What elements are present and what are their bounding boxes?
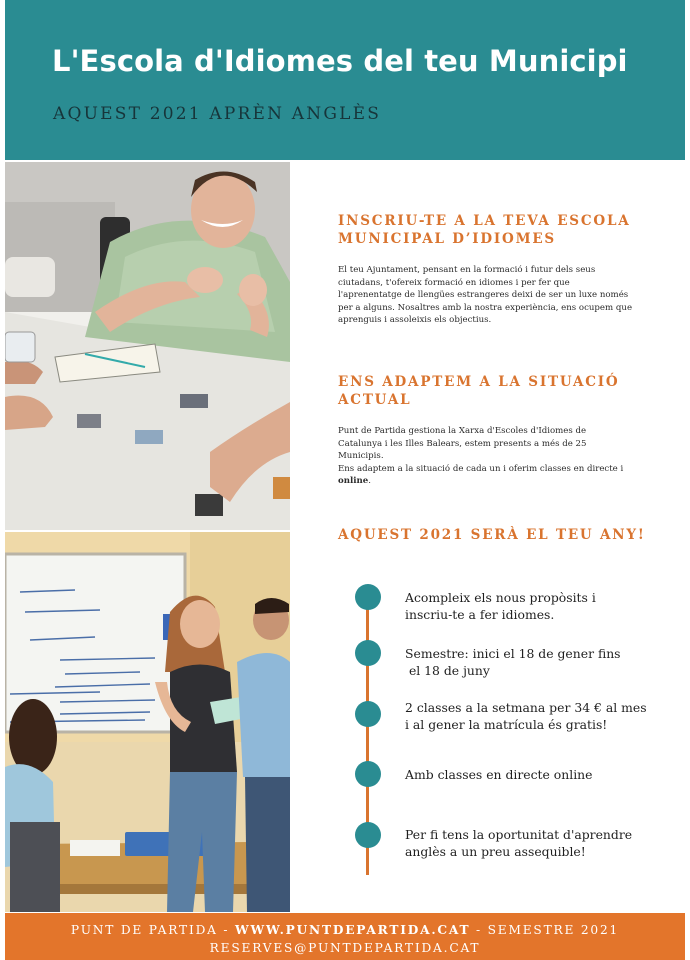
online-emphasis: online: [338, 476, 369, 486]
timeline-item: 2 classes a la setmana per 34 € al mes i al gener la matrícula és gratis!: [405, 700, 647, 732]
timeline-item: Per fi tens la oportunitat d'aprendre anglès a un preu assequible!: [405, 827, 633, 859]
section-paragraph-enrol: El teu Ajuntament, pensant en la formació i futur dels seus ciutadans, t'ofereix formació en idiomes i per fer que l'aprenentatge de llengües estrangeres deixi de ser un luxe només per a alguns. Nosaltres amb la nostra experiència, ens ocupem que aprenguis i assoleixis els objectius.: [338, 265, 633, 325]
timeline-item: Acompleix els nous propòsits i inscriu-te a fer idiomes.: [405, 590, 596, 622]
footer-banner: [5, 913, 685, 960]
classroom-teacher-photo: [5, 162, 290, 530]
timeline-dot: [355, 761, 381, 787]
timeline-dot: [355, 640, 381, 666]
section-heading-adapt: ENS ADAPTEM A LA SITUACIÓ ACTUAL: [338, 374, 620, 408]
section-heading-enrol: INSCRIU-TE A LA TEVA ESCOLA MUNICIPAL D’IDIOMES: [338, 213, 631, 247]
header-banner: [5, 0, 685, 160]
page-subtitle: AQUEST 2021 APRÈN ANGLÈS: [53, 104, 382, 124]
timeline-dot: [355, 701, 381, 727]
footer-email[interactable]: RESERVES@PUNTDEPARTIDA.CAT: [209, 941, 481, 955]
timeline-item: Semestre: inici el 18 de gener fins el 18 de juny: [405, 646, 621, 678]
section-heading-year: AQUEST 2021 SERÀ EL TEU ANY!: [338, 527, 646, 543]
page-title: L'Escola d'Idiomes del teu Municipi: [52, 44, 628, 78]
students-whiteboard-photo: [5, 532, 290, 912]
section-paragraph-adapt: Punt de Partida gestiona la Xarxa d'Escoles d'Idiomes de Catalunya i les Illes Balears, estem presents a més de 25 Municipis. Ens adaptem a la situació de cada un i oferim classes en directe i online.: [338, 426, 624, 486]
timeline-item: Amb classes en directe online: [405, 767, 593, 782]
timeline-dot: [355, 584, 381, 610]
timeline-dot: [355, 822, 381, 848]
website-link[interactable]: WWW.PUNTDEPARTIDA.CAT: [235, 923, 471, 937]
footer-line-1: PUNT DE PARTIDA - WWW.PUNTDEPARTIDA.CAT - SEMESTRE 2021: [70, 923, 620, 937]
